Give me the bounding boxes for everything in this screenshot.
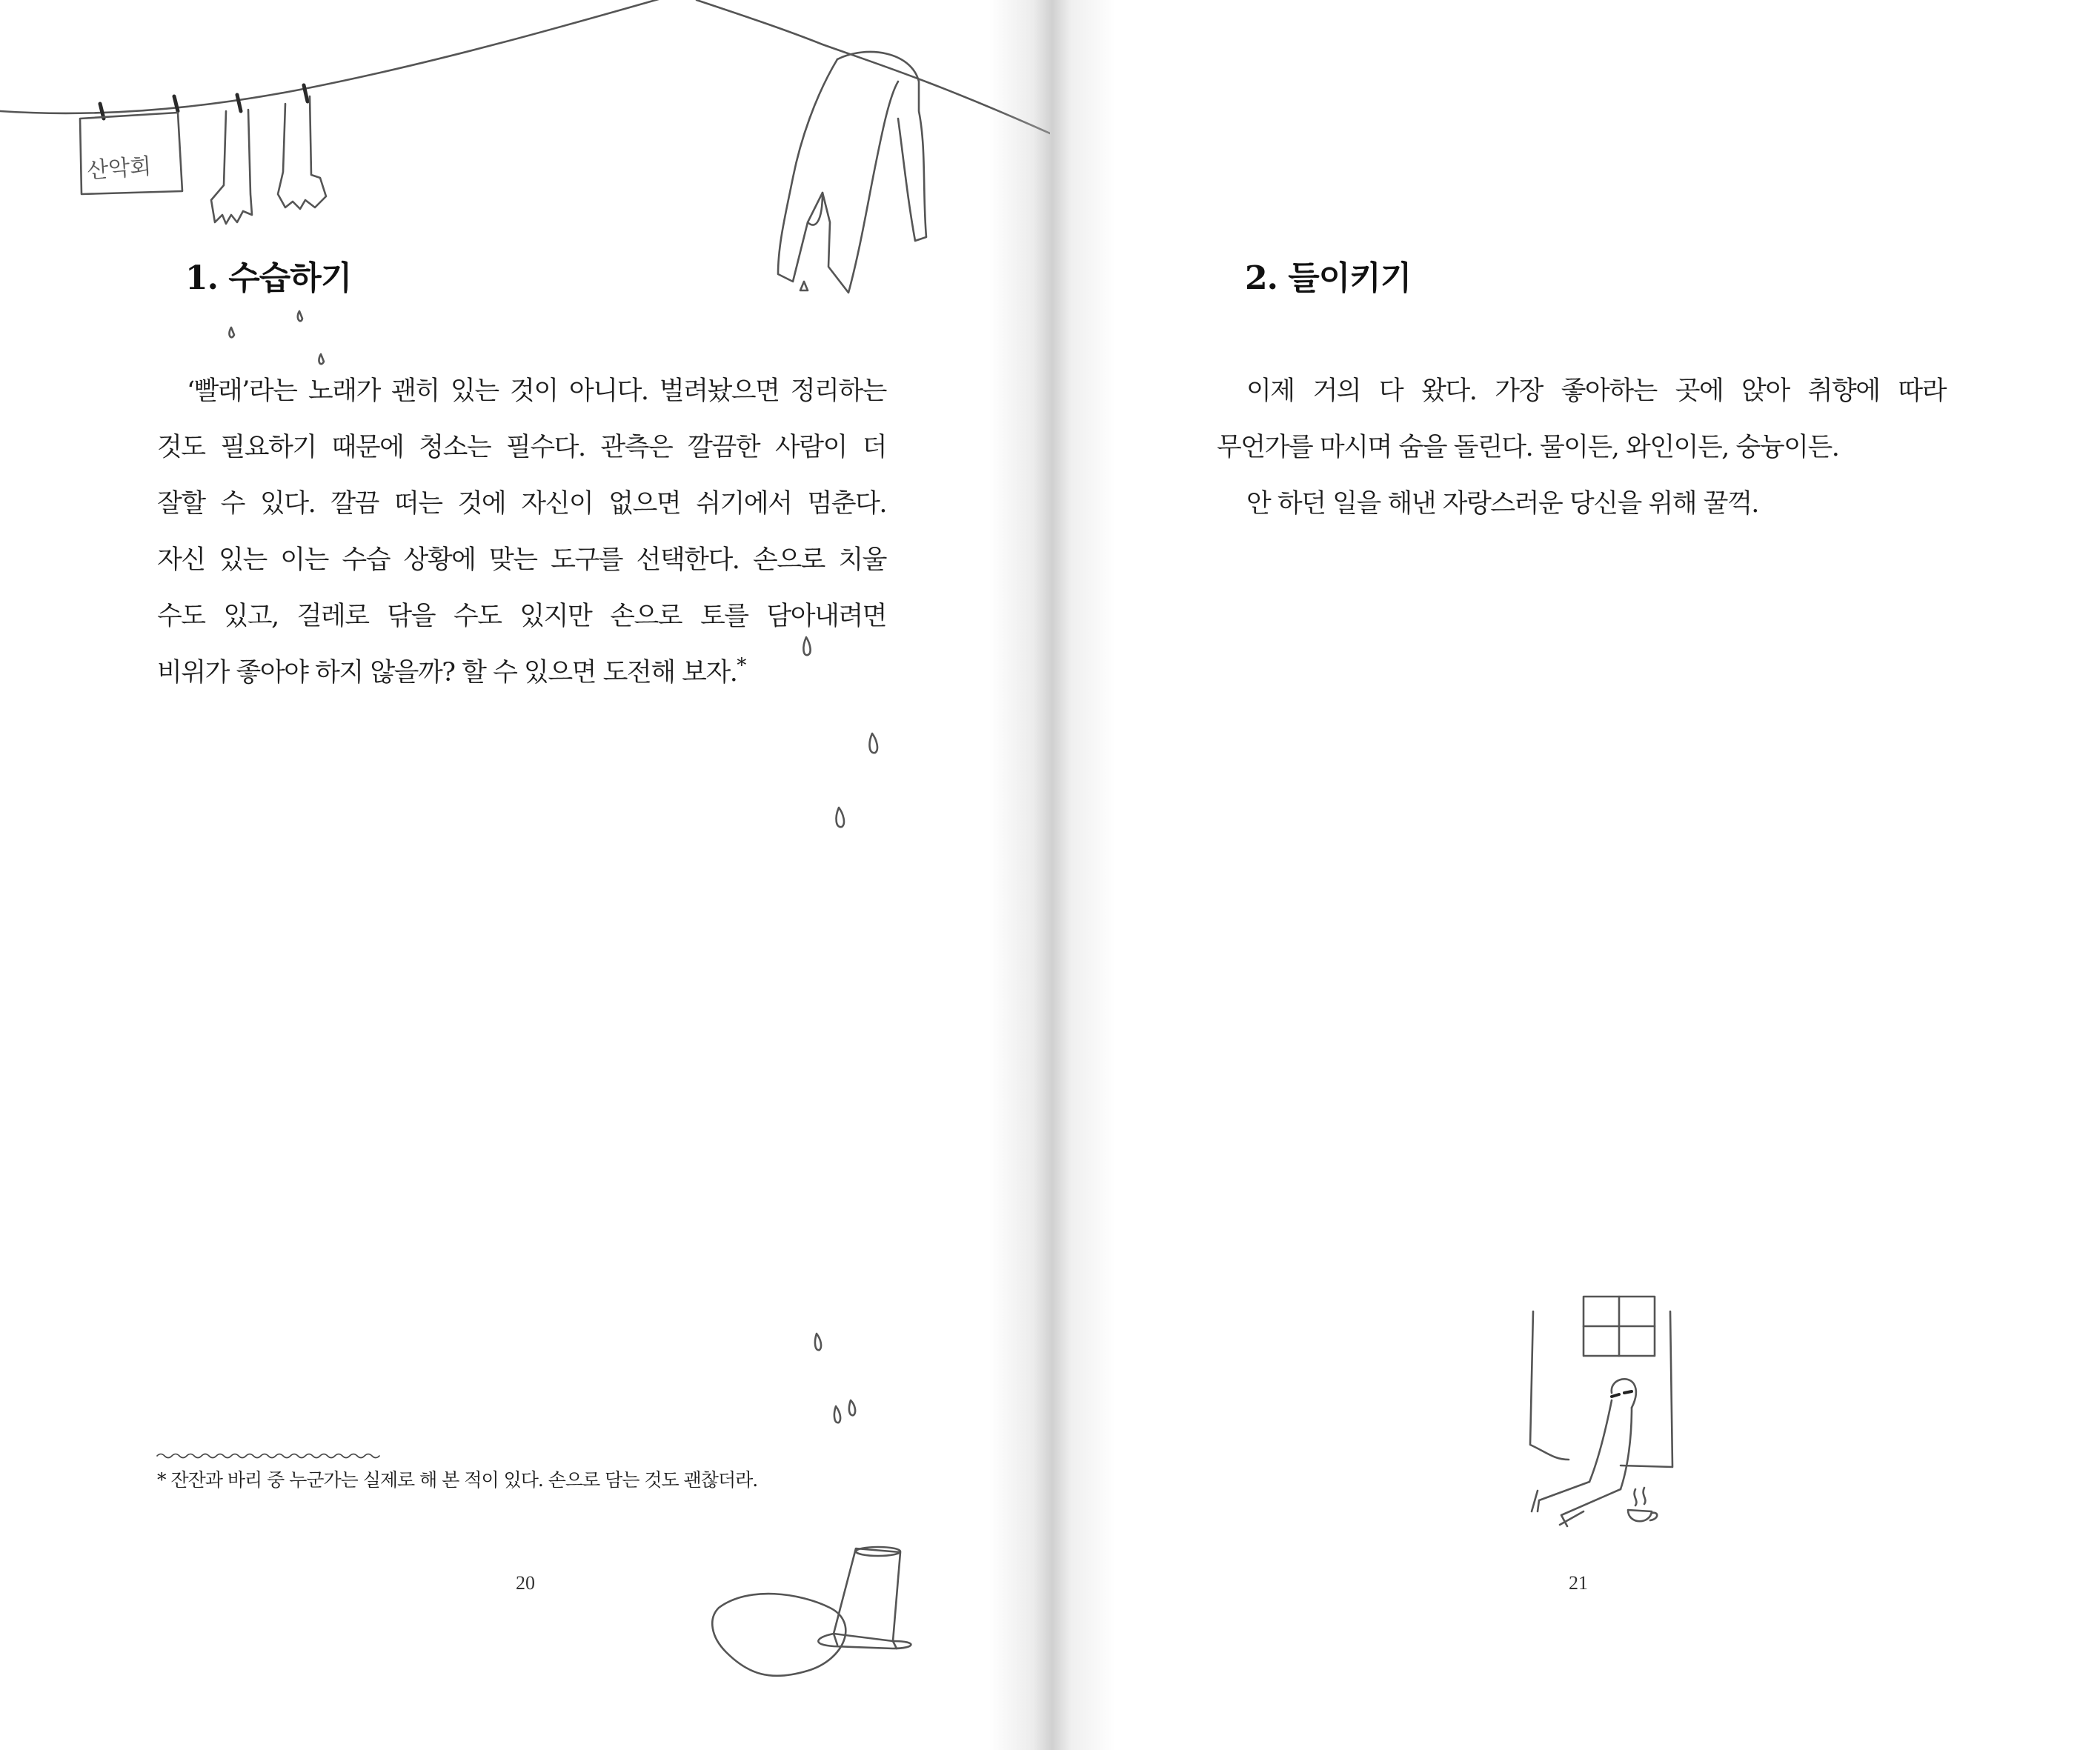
page-number-right: 21 <box>1569 1572 1588 1594</box>
resting-figure-illustration <box>1480 1289 1687 1556</box>
right-page <box>1050 0 2100 1750</box>
section-2-paragraph <box>1217 363 1946 532</box>
section-heading-2: 2. 들이키기 <box>1245 259 1412 297</box>
bucket-puddle-illustration <box>704 1541 956 1689</box>
footnote-rule <box>157 1451 379 1461</box>
paragraph-line: 무언가를 마시며 숨을 돌린다. 물이든, 와인이든, 숭늉이든. <box>1217 433 1839 462</box>
paragraph-line: 자신 있는 이는 수습 상황에 맞는 도구를 선택한다. 손으로 치울 <box>157 545 886 575</box>
sign-board-text: 산악회 <box>86 153 153 184</box>
paragraph-line: 수도 있고, 걸레로 닦을 수도 있지만 손으로 토를 담아내려면 <box>157 602 886 631</box>
paragraph-line: 안 하던 일을 해낸 자랑스러운 당신을 위해 꿀꺽. <box>1246 489 1758 519</box>
paragraph-line: ‘빨래’라는 노래가 괜히 있는 것이 아니다. 벌려놨으면 정리하는 <box>187 376 886 406</box>
footnote-marker: * <box>737 654 745 677</box>
footnote: * 잔잔과 바리 중 누군가는 실제로 해 본 적이 있다. 손으로 담는 것도 괜찮더라. <box>157 1469 758 1491</box>
page-number-left: 20 <box>516 1572 535 1594</box>
falling-drops-illustration <box>771 622 919 1460</box>
paragraph-line: 잘할 수 있다. 깔끔 떠는 것에 자신이 없으면 쉬기에서 멈춘다. <box>157 489 886 519</box>
paragraph-line: 이제 거의 다 왔다. 가장 좋아하는 곳에 앉아 취향에 따라 <box>1246 376 1946 406</box>
section-heading-1: 1. 수습하기 <box>185 259 352 297</box>
clothesline-illustration <box>0 0 1050 311</box>
paragraph-line-text: 비위가 좋아야 하지 않을까? 할 수 있으면 도전해 보자. <box>157 658 737 688</box>
paragraph-line: 것도 필요하기 때문에 청소는 필수다. 관측은 깔끔한 사람이 더 <box>157 433 886 462</box>
